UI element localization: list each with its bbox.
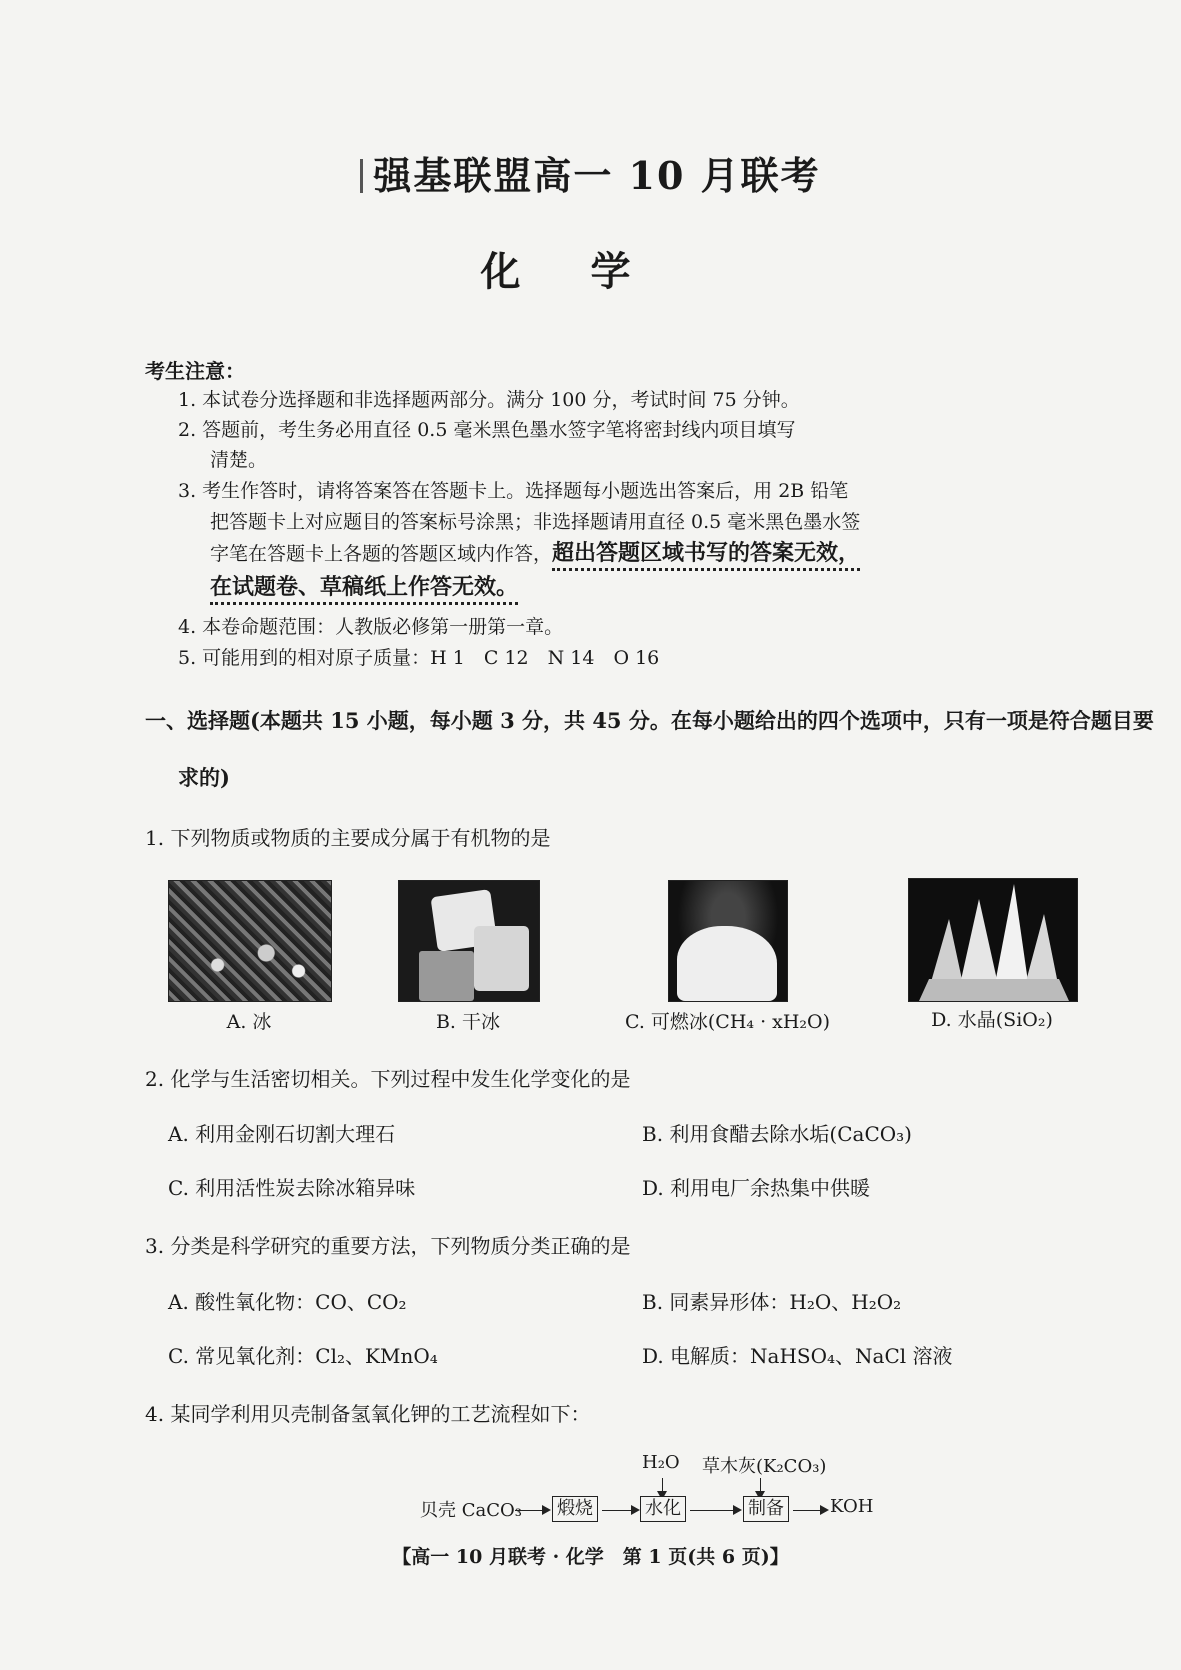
flow-input-plant-ash: 草木灰(K₂CO₃): [702, 1456, 827, 1477]
arrow-4: [793, 1510, 827, 1511]
question-1-stem: 1. 下列物质或物质的主要成分属于有机物的是: [145, 826, 551, 850]
q1-option-c: C. 可燃冰(CH₄ · xH₂O): [624, 1011, 831, 1033]
arrow-water-down: [662, 1478, 663, 1498]
question-3-stem: 3. 分类是科学研究的重要方法，下列物质分类正确的是: [145, 1234, 631, 1258]
quartz-crystal-photo: [908, 878, 1078, 1002]
q3-option-d: D. 电解质：NaHSO₄、NaCl 溶液: [642, 1344, 953, 1368]
q2-option-b: B. 利用食醋去除水垢(CaCO₃): [642, 1122, 912, 1146]
flow-start: 贝壳 CaCO₃: [420, 1500, 522, 1521]
notice-item-3c: [210, 538, 860, 569]
q3-option-a: A. 酸性氧化物：CO、CO₂: [168, 1290, 407, 1314]
flow-step-hydration: 水化: [640, 1496, 686, 1522]
flow-step-calcination: 煅烧: [552, 1496, 598, 1522]
notice-item-3b: 把答题卡上对应题目的答案标号涂黑；非选择题请用直径 0.5 毫米黑色墨水签: [210, 511, 861, 533]
notice-item-3c-text: 字笔在答题卡上各题的答题区域内作答，: [210, 543, 553, 565]
arrow-2: [602, 1510, 638, 1511]
q1-option-d: D. 水晶(SiO₂): [931, 1009, 1053, 1031]
dry-ice-photo: [398, 880, 540, 1002]
question-4-stem: 4. 某同学利用贝壳制备氢氧化钾的工艺流程如下：: [145, 1402, 591, 1426]
combustible-ice-photo: [668, 880, 788, 1002]
notice-heading: 考生注意：: [145, 359, 245, 383]
notice-item-3c-emphasis: 超出答题区域书写的答案无效，: [552, 540, 860, 571]
q2-option-c: C. 利用活性炭去除冰箱异味: [168, 1176, 416, 1200]
subject-title: 化学: [480, 248, 701, 295]
page-footer: 【高一 10 月联考 · 化学 第 1 页(共 6 页)】: [392, 1546, 789, 1568]
notice-item-3a: 3. 考生作答时，请将答案答在答题卡上。选择题每小题选出答案后，用 2B 铅笔: [178, 480, 849, 502]
ice-photo: [168, 880, 332, 1002]
q3-option-c: C. 常见氧化剂：Cl₂、KMnO₄: [168, 1344, 438, 1368]
notice-item-3d-emphasis: 在试题卷、草稿纸上作答无效。: [210, 574, 518, 605]
q2-option-d: D. 利用电厂余热集中供暖: [642, 1176, 871, 1200]
notice-item-2b: 清楚。: [210, 449, 268, 471]
flow-end: KOH: [830, 1496, 874, 1517]
section-heading-line2: 求的): [178, 765, 230, 790]
q1-option-a: A. 冰: [226, 1011, 272, 1033]
arrow-1: [515, 1510, 549, 1511]
notice-item-4: 4. 本卷命题范围：人教版必修第一册第一章。: [178, 616, 564, 638]
title-bar-mark: [360, 159, 363, 193]
q2-option-a: A. 利用金刚石切割大理石: [168, 1122, 396, 1146]
notice-item-1: 1. 本试卷分选择题和非选择题两部分。满分 100 分，考试时间 75 分钟。: [178, 389, 800, 411]
section-heading-line1: 一、选择题(本题共 15 小题，每小题 3 分，共 45 分。在每小题给出的四个选项中，只有一项是符合题目要: [145, 708, 1154, 733]
notice-item-5: 5. 可能用到的相对原子质量：H 1 C 12 N 14 O 16: [178, 647, 660, 669]
q3-option-b: B. 同素异形体：H₂O、H₂O₂: [642, 1290, 902, 1314]
exam-title: [0, 145, 1181, 200]
notice-item-3d: [210, 572, 518, 603]
exam-title-text: 强基联盟高一 10 月联考: [373, 153, 821, 198]
arrow-plant-ash-down: [760, 1478, 761, 1498]
notice-item-2a: 2. 答题前，考生务必用直径 0.5 毫米黑色墨水签字笔将密封线内项目填写: [178, 419, 796, 441]
arrow-3: [690, 1510, 740, 1511]
question-2-stem: 2. 化学与生活密切相关。下列过程中发生化学变化的是: [145, 1067, 631, 1091]
flow-input-water: H₂O: [642, 1452, 680, 1473]
flow-step-preparation: 制备: [743, 1496, 789, 1522]
q1-option-b: B. 干冰: [435, 1011, 501, 1033]
